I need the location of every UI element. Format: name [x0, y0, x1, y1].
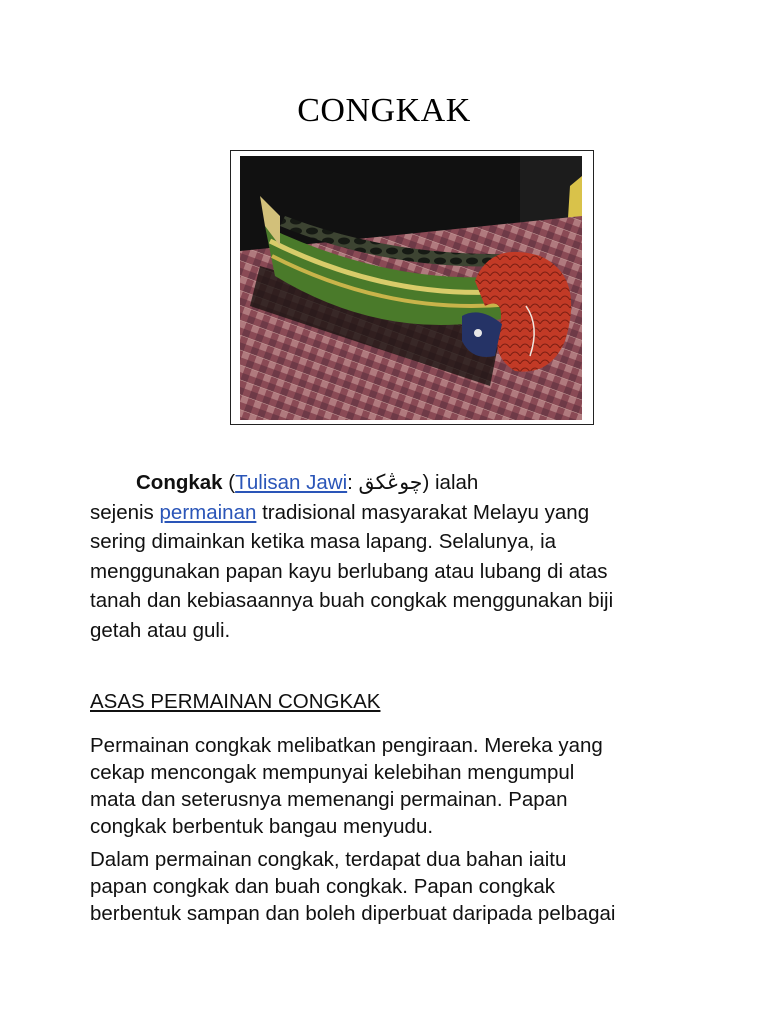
permainan-link[interactable]: permainan	[159, 500, 257, 524]
para3-line-2: papan congkak dan buah congkak. Papan congkak	[90, 875, 556, 898]
intro-line-1	[90, 468, 690, 498]
para2-line-3: mata dan seterusnya memenangi permainan. Papan	[90, 788, 568, 811]
page-title: CONGKAK	[297, 92, 471, 129]
para2-line-2: cekap mencongak mempunyai kelebihan mengumpul	[90, 761, 575, 784]
congkak-board-photo	[240, 156, 582, 420]
intro-paragraph	[90, 468, 690, 645]
intro-line-2-start: sejenis	[90, 500, 160, 524]
para3-line-3: berbentuk sampan dan boleh diperbuat daripada pelbagai	[90, 902, 616, 925]
term-congkak: Congkak	[136, 471, 223, 494]
colon: :	[347, 471, 359, 494]
para3-line-1: Dalam permainan congkak, terdapat dua bahan iaitu	[90, 848, 567, 871]
jawi-text: چوڠکق	[358, 470, 423, 494]
intro-line-1-end: ) ialah	[422, 471, 479, 494]
intro-line-4: menggunakan papan kayu berlubang atau lubang di atas	[90, 559, 608, 583]
paren-open: (	[222, 471, 236, 494]
tulisan-jawi-link[interactable]: Tulisan Jawi	[235, 471, 348, 494]
intro-line-2-end: tradisional masyarakat Melayu yang	[256, 500, 590, 524]
section-heading: ASAS PERMAINAN CONGKAK	[90, 690, 381, 713]
intro-line-3: sering dimainkan ketika masa lapang. Selalunya, ia	[90, 530, 557, 553]
para2-line-4: congkak berbentuk bangau menyudu.	[90, 815, 434, 838]
paragraph-asas	[90, 732, 690, 840]
intro-line-6: getah atau guli.	[90, 618, 231, 642]
intro-line-2	[90, 498, 690, 528]
para2-line-1: Permainan congkak melibatkan pengiraan. Mereka yang	[90, 734, 603, 757]
intro-line-5: tanah dan kebiasaannya buah congkak menggunakan biji	[90, 589, 614, 612]
paragraph-bahan	[90, 846, 690, 927]
image-frame	[230, 150, 594, 425]
